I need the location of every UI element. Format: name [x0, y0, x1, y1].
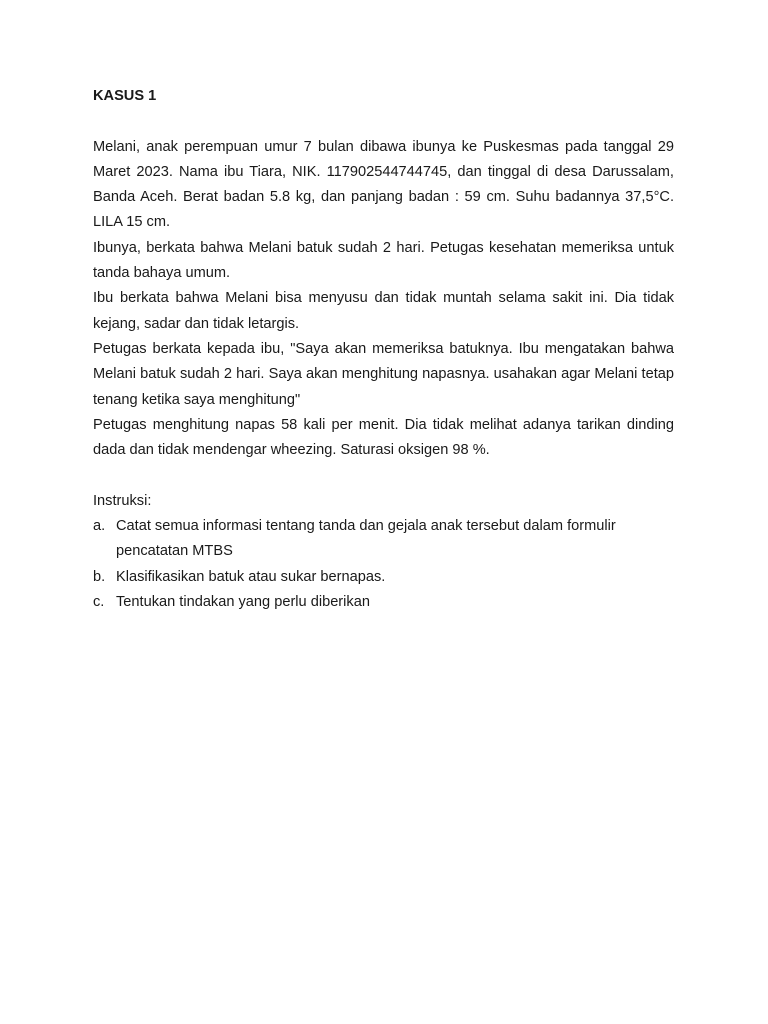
case-paragraph-1: Melani, anak perempuan umur 7 bulan dibawa ibunya ke Puskesmas pada tanggal 29 Maret 2023. Nama ibu Tiara, NIK. 117902544744745, dan tinggal di desa Darussalam, Banda Aceh. Berat badan 5.8 kg, dan panjang badan : 59 cm. Suhu badannya 37,5°C. LILA 15 cm. [93, 138, 674, 231]
spacer [93, 109, 674, 134]
spacer [93, 463, 674, 488]
instruction-item [93, 514, 674, 565]
instruction-item [93, 565, 674, 590]
instructions-list [93, 514, 674, 615]
instruction-item [93, 590, 674, 615]
instruction-marker: c. [93, 593, 105, 610]
instruction-marker: a. [93, 518, 106, 535]
instruction-text: Tentukan tindakan yang perlu diberikan [116, 593, 370, 610]
case-paragraph-2: Ibunya, berkata bahwa Melani batuk sudah 2 hari. Petugas kesehatan memeriksa untuk tanda bahaya umum. [93, 239, 674, 282]
instruction-text: Klasifikasikan batuk atau sukar bernapas. [116, 568, 386, 585]
case-paragraph-3: Ibu berkata bahwa Melani bisa menyusu dan tidak muntah selama sakit ini. Dia tidak kejang, sadar dan tidak letargis. [93, 290, 674, 332]
instruction-marker: b. [93, 568, 106, 585]
case-paragraph-5: Petugas menghitung napas 58 kali per menit. Dia tidak melihat adanya tarikan dinding dada dan tidak mendengar wheezing. Saturasi oksigen 98 %. [93, 416, 674, 459]
document-page [93, 84, 674, 615]
case-title: KASUS 1 [93, 88, 157, 104]
case-paragraph-4: Petugas berkata kepada ibu, "Saya akan memeriksa batuknya. Ibu mengatakan bahwa Melani batuk sudah 2 hari. Saya akan menghitung napasnya. usahakan agar Melani tetap tenang ketika saya menghitung" [93, 340, 674, 408]
instructions-heading: Instruksi: [93, 492, 152, 509]
instruction-text: Catat semua informasi tentang tanda dan gejala anak tersebut dalam formulir pencatatan MTBS [116, 518, 616, 560]
